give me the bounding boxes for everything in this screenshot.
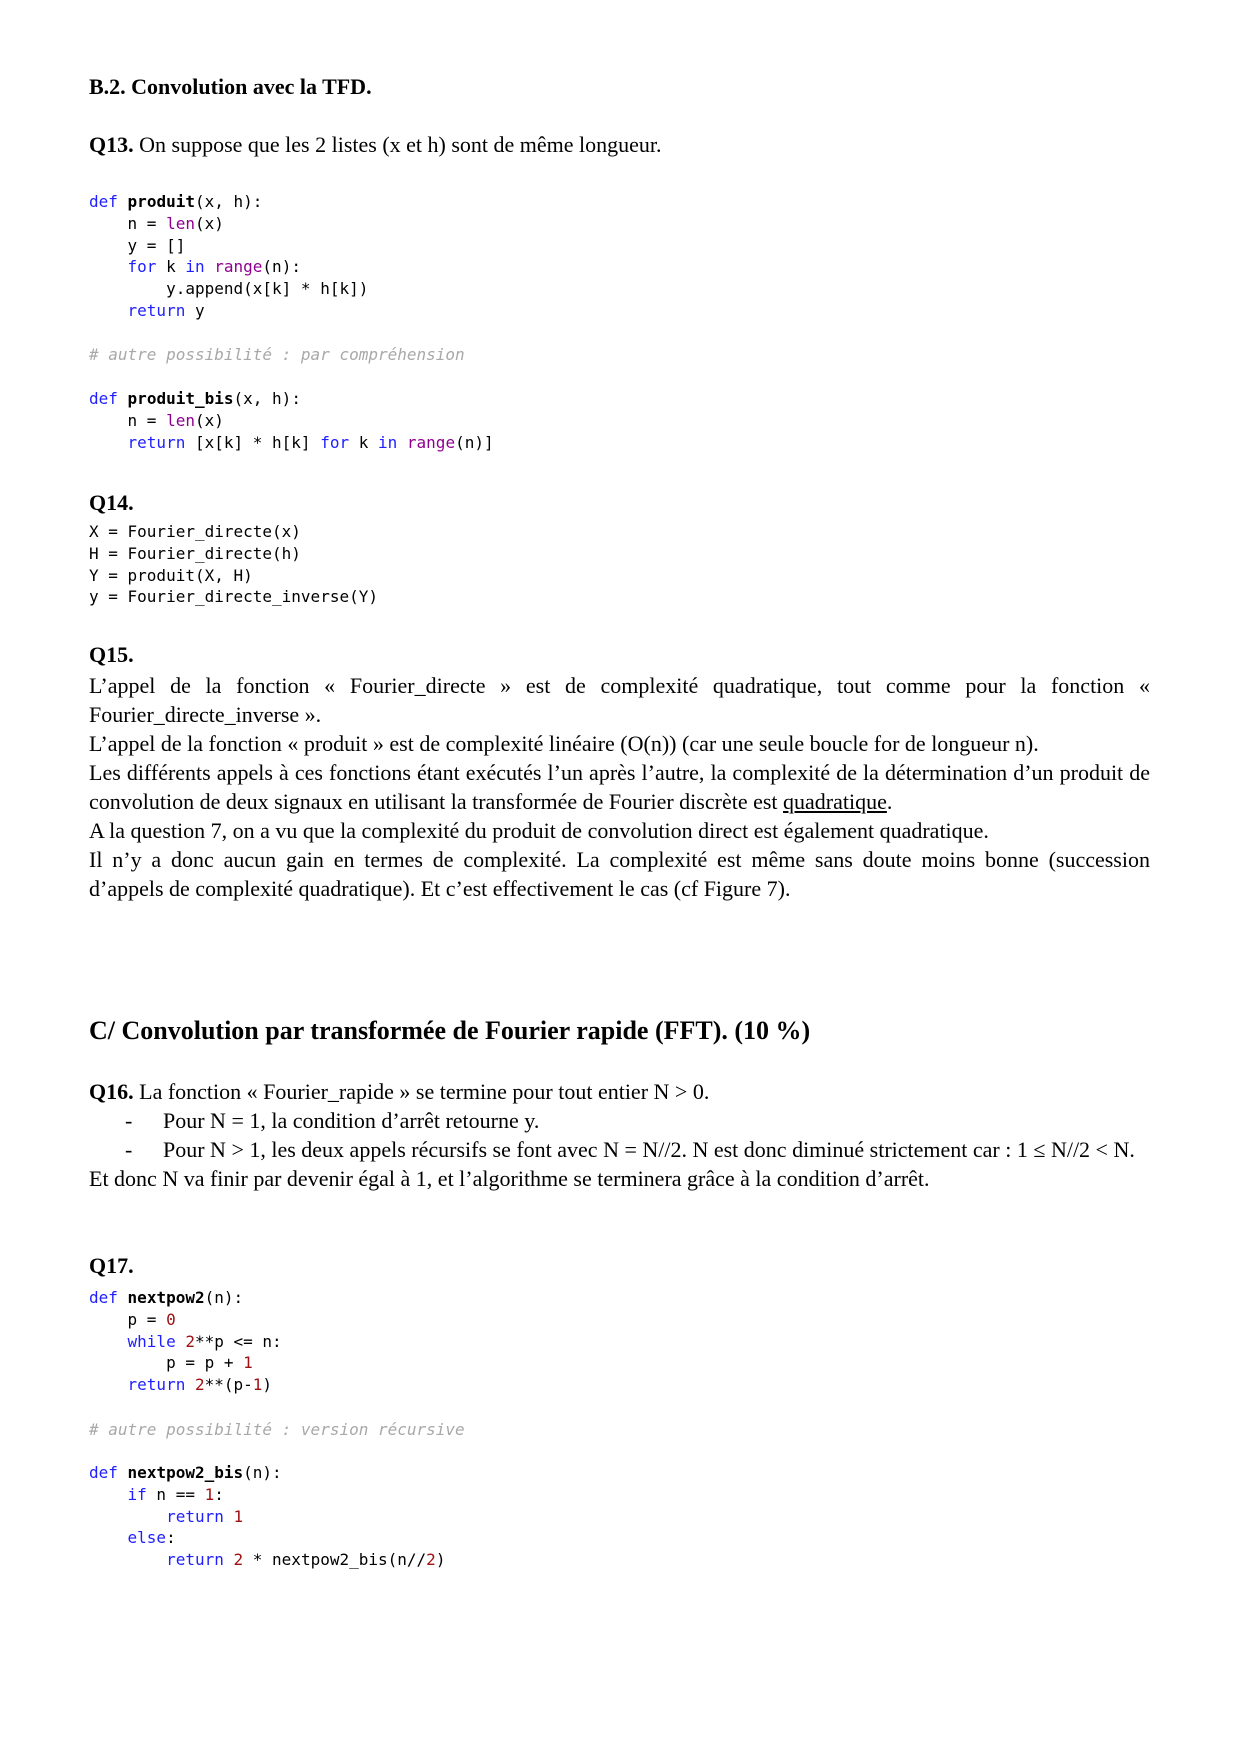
list-item: - Pour N > 1, les deux appels récursifs se font avec N = N//2. N est donc diminué strictement car : 1 ≤ N//2 < N. <box>89 1135 1150 1164</box>
q15-paragraph <box>89 758 1150 816</box>
code-token <box>397 433 407 452</box>
code-token-fn: nextpow2 <box>127 1288 205 1307</box>
code-token: ) <box>262 1375 273 1395</box>
code-line <box>89 410 1150 432</box>
q13-label: Q13. <box>89 132 134 157</box>
code-token <box>205 257 215 276</box>
code-block-produit-bis <box>89 388 1150 453</box>
code-token-num: 1 <box>243 1353 253 1373</box>
code-token: n = <box>89 213 167 233</box>
code-token <box>89 1550 166 1569</box>
code-token: y <box>185 300 205 320</box>
q15-text: . <box>886 789 893 814</box>
code-token-kw: return <box>166 1506 224 1526</box>
code-line <box>89 1549 1150 1571</box>
code-token-kw: if <box>127 1484 147 1504</box>
q15-paragraph: L’appel de la fonction « produit » est de complexité linéaire (O(n)) (car une seule boucle for de longueur n). <box>89 731 1039 756</box>
code-token-num: 1 <box>233 1506 244 1526</box>
code-token-kw: in <box>378 432 398 452</box>
code-token <box>176 1332 186 1351</box>
code-token <box>89 1375 128 1394</box>
code-token-kw: def <box>89 1463 118 1482</box>
code-token: (x, h): <box>194 192 263 211</box>
code-token-num: 1 <box>204 1484 215 1504</box>
code-token-num: 2 <box>194 1375 205 1395</box>
code-line <box>89 1331 1150 1353</box>
code-token-kw: def <box>89 192 118 211</box>
code-line <box>89 235 1150 257</box>
code-token <box>89 1485 128 1504</box>
code-token: **p <= n: <box>194 1331 282 1351</box>
code-line <box>89 191 1150 213</box>
code-token: p = <box>89 1309 167 1329</box>
code-line <box>89 1374 1150 1396</box>
q15-answer <box>89 671 1150 903</box>
code-token: **(p- <box>204 1375 253 1395</box>
code-token-kw: in <box>185 257 205 277</box>
code-token <box>89 1332 128 1351</box>
list-item: - Pour N = 1, la condition d’arrêt retourne y. <box>89 1106 1150 1135</box>
q15-paragraph: Il n’y a donc aucun gain en termes de complexité. La complexité est même sans doute moins bonne (succession d’appels de complexité quadratique). Et c’est effectivement le cas (cf Figure 7). <box>89 847 1150 901</box>
code-token-num: 1 <box>252 1375 263 1395</box>
code-token <box>224 1550 234 1569</box>
code-token-kw: else <box>127 1528 167 1548</box>
q15-paragraph: A la question 7, on a vu que la complexité du produit de convolution direct est également quadratique. <box>89 818 989 843</box>
code-line <box>89 586 1150 608</box>
code-token: * nextpow2_bis(n// <box>243 1550 427 1570</box>
code-line <box>89 543 1150 565</box>
code-token <box>89 1528 128 1547</box>
q16-answer <box>89 1077 1150 1193</box>
q15-underlined: quadratique <box>783 789 887 814</box>
code-token-kw: while <box>127 1331 176 1351</box>
q15-text: Les différents appels à ces fonctions étant exécutés l’un après l’autre, la complexité de la détermination d’un produit de convolution de deux signaux en utilisant la transformée de Fourier discrète est <box>89 760 1150 814</box>
code-token-kw: return <box>127 432 186 452</box>
code-token: n = <box>89 410 167 430</box>
code-line <box>89 1484 1150 1506</box>
code-block-q14 <box>89 521 1150 608</box>
code-token <box>89 433 128 452</box>
code-token-num: 2 <box>426 1550 436 1570</box>
code-token <box>89 257 128 276</box>
q16-text: La fonction « Fourier_rapide » se termine pour tout entier N > 0. <box>133 1079 710 1104</box>
code-token: (n): <box>204 1288 244 1307</box>
code-token-kw: return <box>127 300 186 320</box>
code-token: y.append(x[k] * h[k]) <box>89 279 369 299</box>
code-comment: # autre possibilité : version récursive <box>89 1420 465 1439</box>
q13-text: On suppose que les 2 listes (x et h) sont de même longueur. <box>133 132 662 157</box>
code-token-kw: return <box>127 1375 186 1395</box>
code-token <box>89 301 128 320</box>
code-line <box>89 300 1150 322</box>
code-block-nextpow2-bis <box>89 1462 1150 1571</box>
q16-list <box>89 1106 1150 1164</box>
code-token-kw: def <box>89 1288 118 1307</box>
code-line <box>89 432 1150 454</box>
code-token: : <box>214 1484 224 1504</box>
code-token: y = Fourier_directe_inverse(Y) <box>89 587 378 607</box>
code-token-kw: return <box>166 1550 224 1570</box>
code-token <box>185 1375 195 1394</box>
code-token <box>118 389 128 408</box>
code-token: [x[k] * h[k] <box>185 432 321 452</box>
code-token: n == <box>146 1484 205 1504</box>
code-token: p = p + <box>89 1353 244 1373</box>
code-token <box>118 192 128 211</box>
code-token-fn: produit <box>127 192 195 211</box>
code-block-nextpow2 <box>89 1287 1150 1396</box>
code-token <box>224 1507 234 1526</box>
code-token-fn: produit_bis <box>127 389 234 408</box>
code-token: (x, h): <box>233 389 301 408</box>
code-line <box>89 388 1150 410</box>
code-token: y = [] <box>89 235 186 255</box>
q13-statement <box>89 132 1150 158</box>
code-line <box>89 521 1150 543</box>
code-token <box>118 1463 128 1482</box>
code-line <box>89 1527 1150 1549</box>
code-token: (x) <box>194 213 224 233</box>
code-token-bi: range <box>406 432 456 452</box>
code-block-produit <box>89 191 1150 322</box>
code-token-num: 2 <box>185 1331 195 1351</box>
code-token: (x) <box>194 410 224 430</box>
code-token-kw: def <box>89 389 118 408</box>
code-line <box>89 1352 1150 1374</box>
code-token <box>89 1507 166 1526</box>
q15-label: Q15. <box>89 642 134 667</box>
code-token-kw: for <box>127 257 157 277</box>
code-line <box>89 1506 1150 1528</box>
code-token-bi: len <box>166 213 195 233</box>
code-comment: # autre possibilité : par compréhension <box>89 345 465 364</box>
section-c-heading: C/ Convolution par transformée de Fourier rapide (FFT). (10 %) <box>89 1016 811 1045</box>
q15-paragraph: L’appel de la fonction « Fourier_directe » est de complexité quadratique, tout comme pour la fonction « Fourier_directe_inverse ». <box>89 673 1150 727</box>
code-token: (n): <box>262 257 301 277</box>
code-token: ) <box>435 1550 446 1570</box>
code-token: (n)] <box>455 432 494 452</box>
code-token: (n): <box>243 1463 282 1482</box>
code-line <box>89 213 1150 235</box>
q17-label: Q17. <box>89 1253 134 1278</box>
code-token-bi: range <box>214 257 263 277</box>
code-token: : <box>166 1528 176 1548</box>
code-token <box>118 1288 128 1307</box>
q14-label: Q14. <box>89 490 134 515</box>
q16-statement <box>89 1077 1150 1106</box>
code-token-bi: len <box>166 410 195 430</box>
code-line <box>89 565 1150 587</box>
code-line <box>89 1462 1150 1484</box>
code-line <box>89 1309 1150 1331</box>
code-line <box>89 256 1150 278</box>
code-token-kw: for <box>320 432 350 452</box>
code-token: H = Fourier_directe(h) <box>89 543 301 563</box>
q16-label: Q16. <box>89 1079 134 1104</box>
code-token-num: 2 <box>233 1550 244 1570</box>
section-title: B.2. Convolution avec la TFD. <box>89 74 372 99</box>
code-token: X = Fourier_directe(x) <box>89 522 301 541</box>
code-token: k <box>156 257 186 277</box>
code-token: k <box>349 432 378 452</box>
code-token: Y = produit(X, H) <box>89 565 253 585</box>
q16-conclusion: Et donc N va finir par devenir égal à 1, et l’algorithme se terminera grâce à la condition d’arrêt. <box>89 1166 930 1191</box>
code-line <box>89 1287 1150 1309</box>
code-token-num: 0 <box>166 1309 176 1329</box>
code-token-fn: nextpow2_bis <box>127 1463 244 1482</box>
code-line <box>89 278 1150 300</box>
